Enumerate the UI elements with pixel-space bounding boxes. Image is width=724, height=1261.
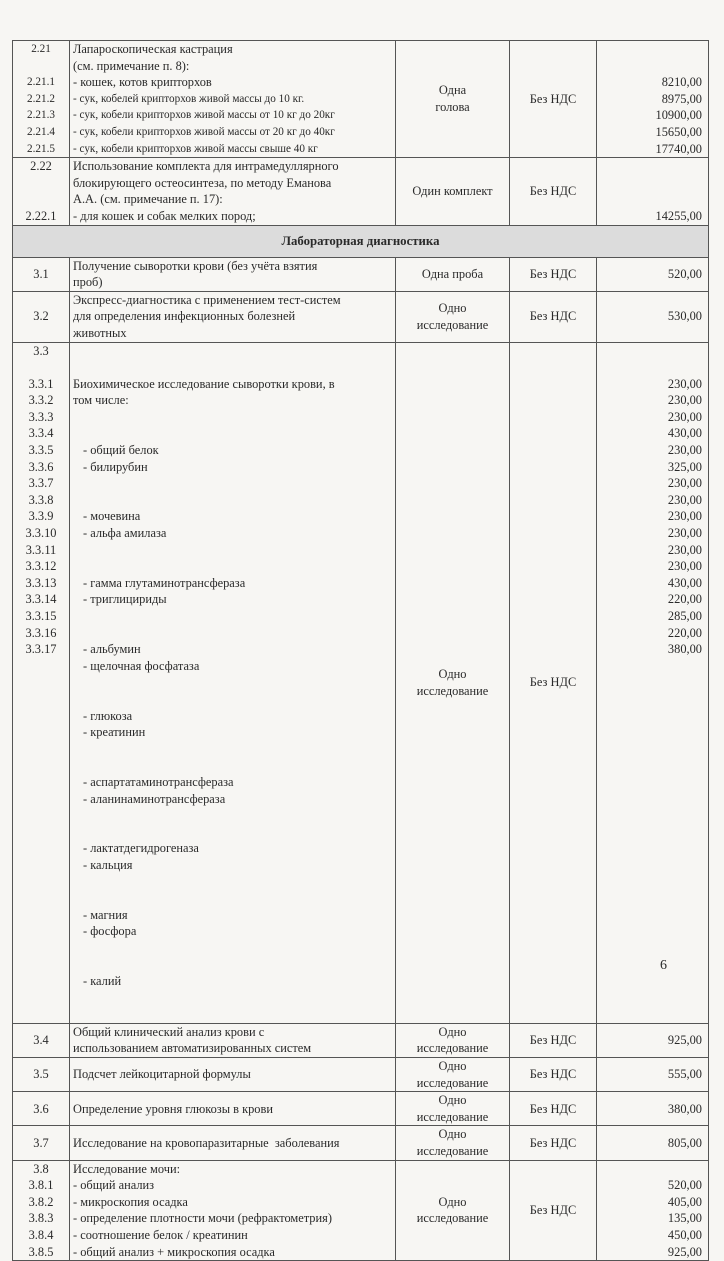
price-cell: 925,00 (597, 1023, 709, 1057)
vat-cell: Без НДС (510, 1092, 597, 1126)
unit-cell: Одно исследование (396, 1160, 510, 1261)
service-description: Подсчет лейкоцитарной формулы (70, 1058, 396, 1092)
table-row-3-1 (13, 257, 709, 291)
service-description: Получение сыворотки крови (без учёта взятия проб) (70, 257, 396, 291)
unit-cell: Одна проба (396, 257, 510, 291)
section-title: Лабораторная диагностика (13, 225, 709, 257)
page-number: 6 (660, 958, 667, 973)
vat-cell: Без НДС (510, 257, 597, 291)
unit-cell: Одно исследование (396, 1023, 510, 1057)
table-row-2-21 (13, 41, 709, 158)
table-row-3-8 (13, 1160, 709, 1261)
price-cell: 530,00 (597, 291, 709, 342)
service-description: Биохимическое исследование сыворотки крови, в том числе: - общий белок - билирубин - мочевина - альфа амилаза - гамма глутаминотрансфераза - триглицириды - альбумин - щелочная фосфатаза - глюкоза - креатинин - аспартатаминотрансфераза - аланинаминотрансфераза - лактатдегидрогеназа - кальция - магния - фосфора - калий (70, 342, 396, 1023)
unit-cell: Одна голова (396, 41, 510, 158)
vat-cell: Без НДС (510, 1160, 597, 1261)
row-number: 2.21 2.21.1 2.21.2 2.21.3 2.21.4 2.21.5 (13, 41, 70, 158)
vat-cell: Без НДС (510, 1126, 597, 1160)
vat-cell: Без НДС (510, 291, 597, 342)
unit-cell: Одно исследование (396, 1058, 510, 1092)
row-number: 3.4 (13, 1023, 70, 1057)
service-description: Лапароскопическая кастрация (см. примечание п. 8): - кошек, котов крипторхов - сук, кобелей крипторхов живой массы до 10 кг. - сук, кобели крипторхов живой массы от 10 кг до 20кг - сук, кобели крипторхов живой массы от 20 кг до 40кг - сук, кобели крипторхов живой массы свыше 40 кг (70, 41, 396, 158)
price-cell: 555,00 (597, 1058, 709, 1092)
unit-cell: Одно исследование (396, 291, 510, 342)
section-heading-row (13, 225, 709, 257)
table-row-3-2 (13, 291, 709, 342)
table-row-2-22 (13, 158, 709, 225)
price-table (12, 40, 709, 1261)
service-description: Определение уровня глюкозы в крови (70, 1092, 396, 1126)
price-cell: 8210,00 8975,00 10900,00 15650,00 17740,00 (597, 41, 709, 158)
service-description: Экспресс-диагностика с применением тест-систем для определения инфекционных болезней животных (70, 291, 396, 342)
unit-cell: Один комплект (396, 158, 510, 225)
vat-cell: Без НДС (510, 1023, 597, 1057)
row-number: 3.5 (13, 1058, 70, 1092)
table-row-3-7 (13, 1126, 709, 1160)
table-row-3-3 (13, 342, 709, 1023)
vat-cell: Без НДС (510, 41, 597, 158)
price-cell: 520,00 405,00 135,00 450,00 925,00 (597, 1160, 709, 1261)
row-number: 2.22 2.22.1 (13, 158, 70, 225)
vat-cell: Без НДС (510, 342, 597, 1023)
unit-cell: Одно исследование (396, 1126, 510, 1160)
row-number: 3.7 (13, 1126, 70, 1160)
row-number: 3.6 (13, 1092, 70, 1126)
table-row-3-6 (13, 1092, 709, 1126)
row-number: 3.1 (13, 257, 70, 291)
service-description: Использование комплекта для интрамедуллярного блокирующего остеосинтеза, по методу Еманова А.А. (см. примечание п. 17): - для кошек и собак мелких пород; (70, 158, 396, 225)
vat-cell: Без НДС (510, 158, 597, 225)
price-cell: 380,00 (597, 1092, 709, 1126)
unit-cell: Одно исследование (396, 1092, 510, 1126)
service-description: Исследование на кровопаразитарные заболевания (70, 1126, 396, 1160)
price-cell: 14255,00 (597, 158, 709, 225)
table-row-3-5 (13, 1058, 709, 1092)
price-cell: 230,00 230,00 230,00 430,00 230,00 325,00 230,00 230,00 230,00 230,00 230,00 230,00 430,00 220,00 285,00 220,00 380,00 (597, 342, 709, 1023)
row-number: 3.8 3.8.1 3.8.2 3.8.3 3.8.4 3.8.5 (13, 1160, 70, 1261)
service-description: Исследование мочи: - общий анализ - микроскопия осадка - определение плотности мочи (рефрактометрия) - соотношение белок / креатинин - общий анализ + микроскопия осадка (70, 1160, 396, 1261)
vat-cell: Без НДС (510, 1058, 597, 1092)
price-cell: 520,00 (597, 257, 709, 291)
row-number: 3.2 (13, 291, 70, 342)
table-row-3-4 (13, 1023, 709, 1057)
row-number: 3.3 3.3.1 3.3.2 3.3.3 3.3.4 3.3.5 3.3.6 3.3.7 3.3.8 3.3.9 3.3.10 3.3.11 3.3.12 3.3.13 3.3.14 3.3.15 3.3.16 3.3.17 (13, 342, 70, 1023)
unit-cell: Одно исследование (396, 342, 510, 1023)
price-cell: 805,00 (597, 1126, 709, 1160)
service-description: Общий клинический анализ крови с использованием автоматизированных систем (70, 1023, 396, 1057)
